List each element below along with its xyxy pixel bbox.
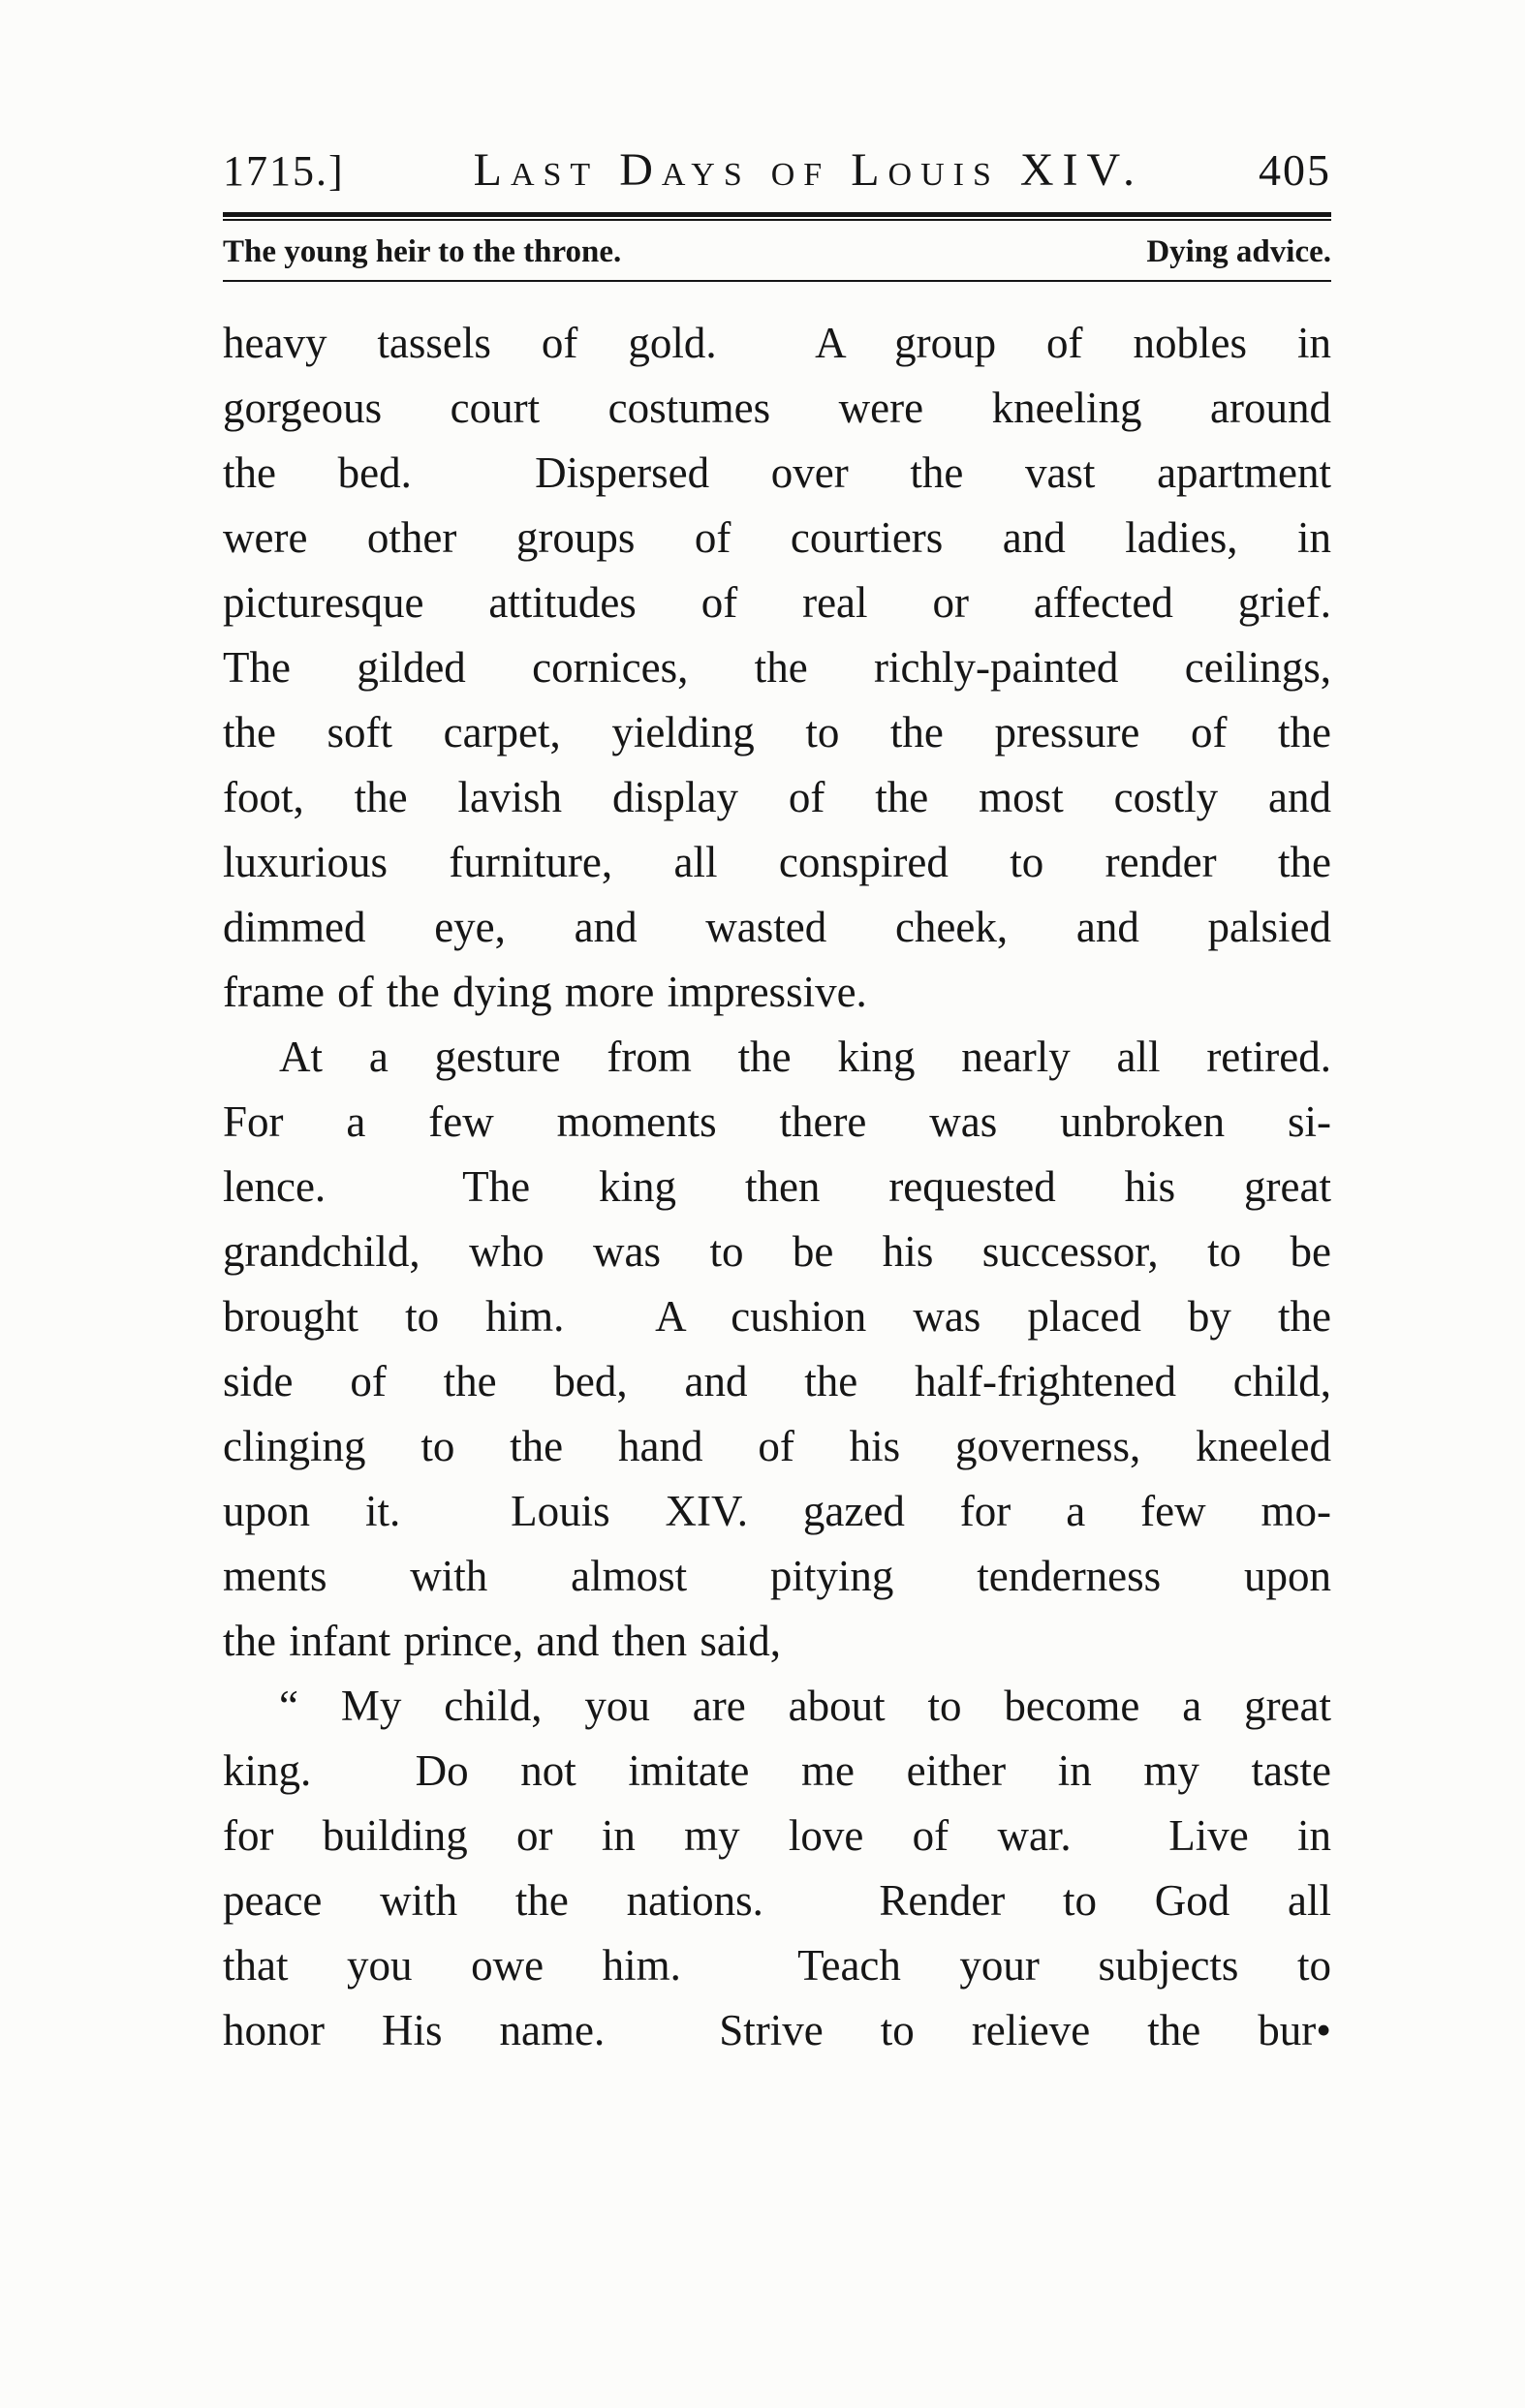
subject-head-right: Dying advice. (1146, 233, 1331, 269)
text-line: were other groups of courtiers and ladies, in (223, 512, 1331, 562)
text-line: honor His name. Strive to relieve the bur• (223, 2005, 1331, 2054)
text-line: upon it. Louis XIV. gazed for a few mo- (223, 1486, 1331, 1535)
text-line: foot, the lavish display of the most costly and (223, 772, 1331, 821)
text-line: that you owe him. Teach your subjects to (223, 1940, 1331, 1990)
text-line: for building or in my love of war. Live in (223, 1810, 1331, 1860)
text-line: brought to him. A cushion was placed by the (223, 1291, 1331, 1341)
subject-heads (223, 234, 1331, 270)
text-line: luxurious furniture, all conspired to render the (223, 837, 1331, 886)
text-line: clinging to the hand of his governess, kneeled (223, 1421, 1331, 1470)
text-line: picturesque attitudes of real or affected grief. (223, 577, 1331, 627)
text-line: At a gesture from the king nearly all retired. (279, 1032, 1331, 1081)
text-line: gorgeous court costumes were kneeling around (223, 383, 1331, 432)
text-line: ments with almost pitying tenderness upon (223, 1551, 1331, 1600)
page-number: 405 (1259, 145, 1331, 195)
page-title: Last Days of Louis XIV. (473, 144, 1143, 196)
text-line: heavy tassels of gold. A group of nobles in (223, 318, 1331, 367)
text-line: side of the bed, and the half-frightened child, (223, 1356, 1331, 1405)
header-date: 1715.] (223, 147, 345, 195)
text-line: king. Do not imitate me either in my taste (223, 1745, 1331, 1795)
text-line: frame of the dying more impressive. (223, 967, 867, 1016)
text-line: the soft carpet, yielding to the pressure of the (223, 707, 1331, 756)
text-line: the infant prince, and then said, (223, 1616, 782, 1665)
paragraph (223, 311, 1331, 1025)
text-line: the bed. Dispersed over the vast apartment (223, 448, 1331, 497)
text-line: The gilded cornices, the richly-painted ceilings, (223, 642, 1331, 692)
text-line: lence. The king then requested his great (223, 1161, 1331, 1211)
text-line: peace with the nations. Render to God all (223, 1875, 1331, 1925)
body-text (223, 311, 1331, 2063)
text-line: dimmed eye, and wasted cheek, and palsied (223, 902, 1331, 951)
paragraph (223, 1025, 1331, 1674)
text-line: grandchild, who was to be his successor, to be (223, 1226, 1331, 1276)
running-head (223, 145, 1331, 197)
paragraph (223, 1674, 1331, 2063)
subject-head-left: The young heir to the throne. (223, 233, 622, 269)
double-rule (223, 212, 1331, 221)
single-rule (223, 280, 1331, 282)
text-line: For a few moments there was unbroken si- (223, 1096, 1331, 1146)
text-line: “ My child, you are about to become a great (279, 1681, 1331, 1730)
